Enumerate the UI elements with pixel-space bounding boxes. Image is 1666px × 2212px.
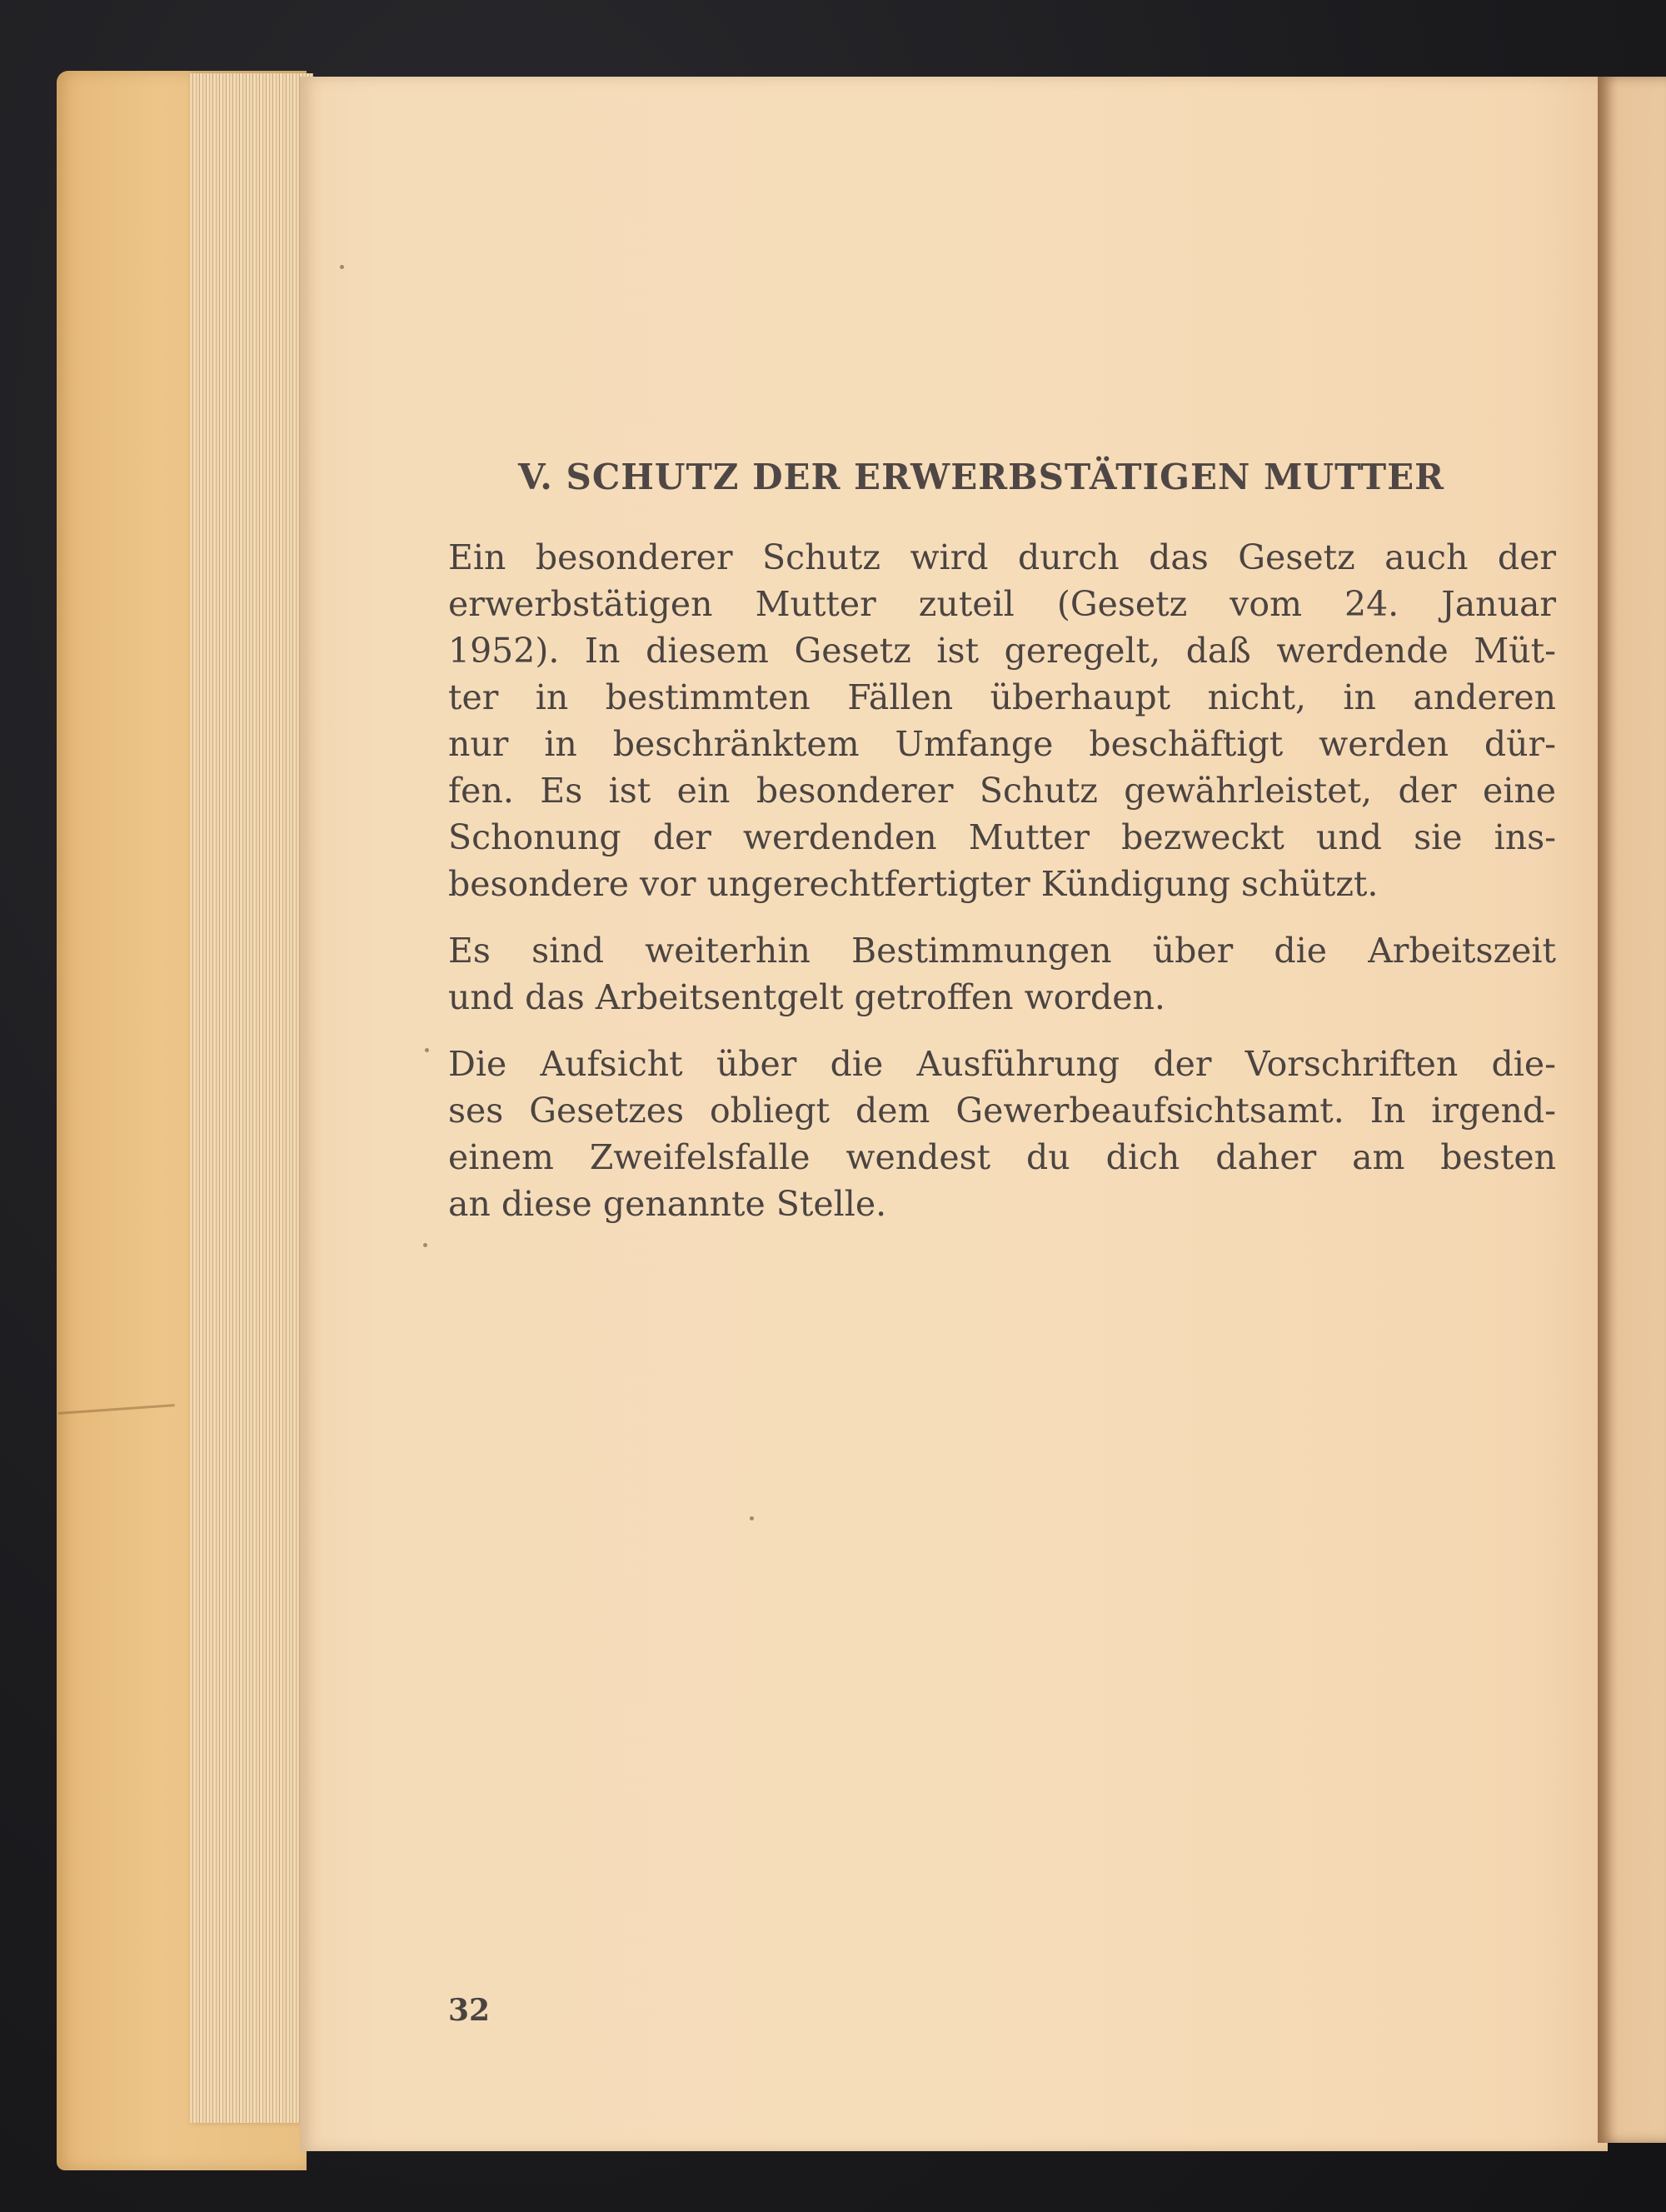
paper-speck [340, 265, 344, 269]
page-number: 32 [448, 1993, 491, 2028]
page-content [448, 457, 1556, 1247]
text-line: einem Zweifelsfalle wendest du dich daher am besten [448, 1137, 1556, 1177]
section-heading: V. SCHUTZ DER ERWERBSTÄTIGEN MUTTER [518, 457, 1445, 497]
text-line: an diese genannte Stelle. [448, 1184, 887, 1224]
paragraph-1 [448, 534, 1556, 907]
text-line: und das Arbeitsentgelt getroffen worden. [448, 977, 1165, 1017]
text-line: besondere vor ungerechtfertigter Kündigung schützt. [448, 864, 1379, 904]
text-line: fen. Es ist ein besonderer Schutz gewährleistet, der eine [448, 771, 1556, 811]
text-line: ses Gesetzes obliegt dem Gewerbeaufsichtsamt. In irgend- [448, 1091, 1556, 1131]
paragraph-2 [448, 927, 1556, 1021]
text-line: Ein besonderer Schutz wird durch das Gesetz auch der [448, 537, 1556, 577]
facing-page-edge [1598, 77, 1666, 2143]
paper-speck [425, 1048, 429, 1052]
text-line: Schonung der werdenden Mutter bezweckt und sie ins- [448, 817, 1556, 857]
text-line: 1952). In diesem Gesetz ist geregelt, daß werdende Müt- [448, 631, 1556, 671]
text-line: erwerbstätigen Mutter zuteil (Gesetz vom 24. Januar [448, 584, 1556, 624]
text-line: nur in beschränktem Umfange beschäftigt werden dür- [448, 724, 1556, 764]
text-line: Es sind weiterhin Bestimmungen über die Arbeitszeit [448, 931, 1556, 971]
text-line: Die Aufsicht über die Ausführung der Vorschriften die- [448, 1044, 1556, 1084]
paper-speck [750, 1516, 754, 1520]
paragraph-3 [448, 1041, 1556, 1227]
paper-speck [423, 1243, 427, 1247]
page-edges [190, 73, 313, 2123]
text-line: ter in bestimmten Fällen überhaupt nicht, in anderen [448, 677, 1556, 717]
